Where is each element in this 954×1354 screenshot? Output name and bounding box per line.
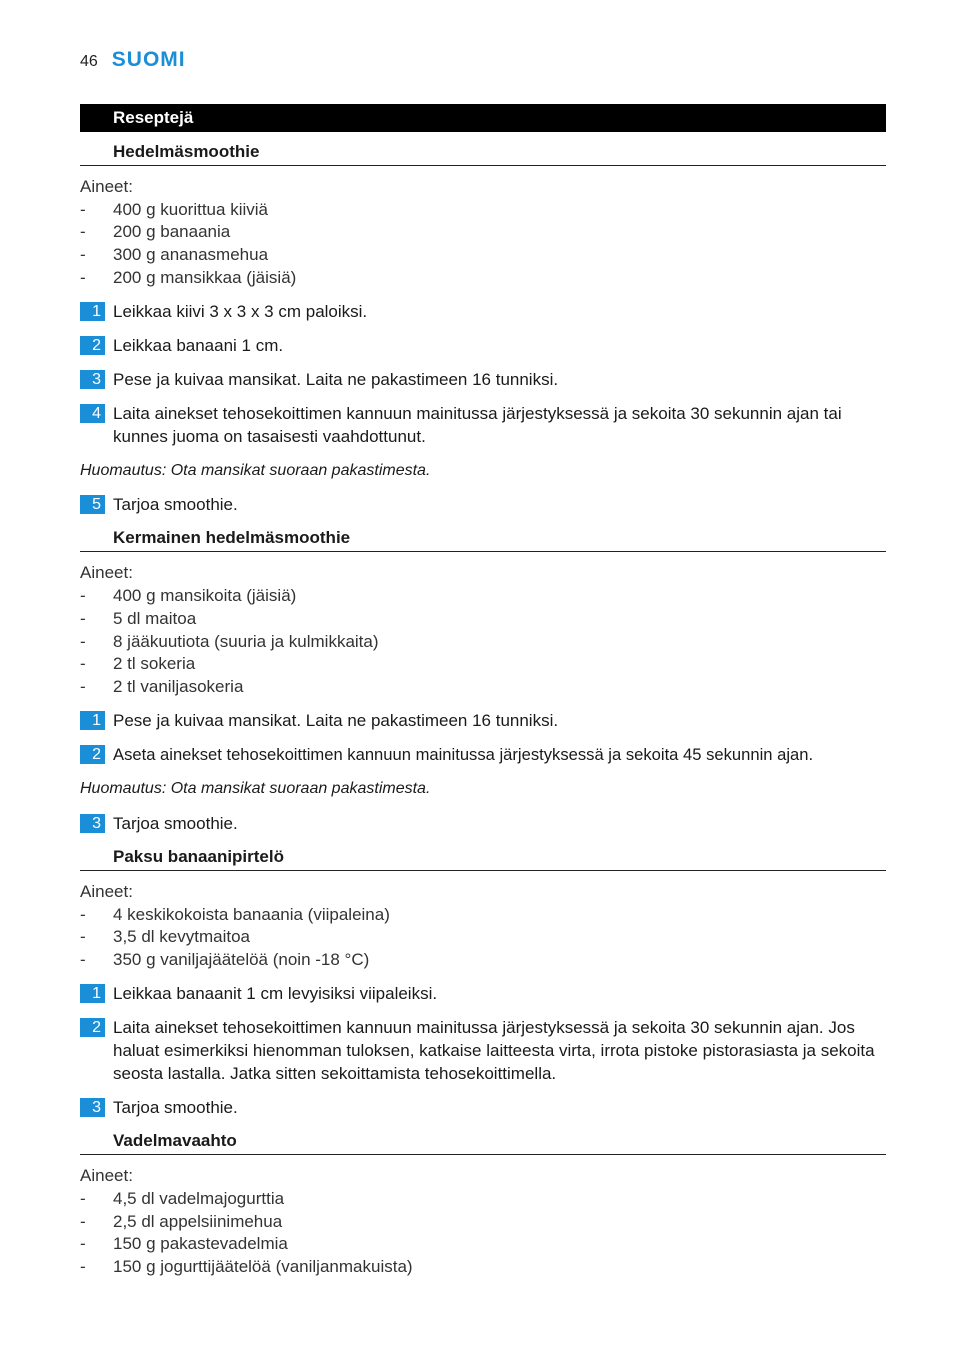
page-header xyxy=(80,48,186,74)
ingredients-label: Aineet: xyxy=(80,1166,133,1185)
ingredients-label: Aineet: xyxy=(80,563,133,582)
step-number: 2 xyxy=(80,1018,105,1037)
recipe-title: Kermainen hedelmäsmoothie xyxy=(80,527,886,552)
step-number: 1 xyxy=(80,984,105,1003)
section-title: Reseptejä xyxy=(80,104,886,132)
recipe-title: Hedelmäsmoothie xyxy=(80,141,886,166)
language-title: SUOMI xyxy=(111,48,186,71)
step-number: 3 xyxy=(80,1098,105,1117)
ingredients-label: Aineet: xyxy=(80,882,133,901)
step-number: 1 xyxy=(80,711,105,730)
step-number: 1 xyxy=(80,302,105,321)
step-number: 4 xyxy=(80,404,105,423)
note: Huomautus: Ota mansikat suoraan pakastimesta. xyxy=(80,780,431,797)
recipe-title: Paksu banaanipirtelö xyxy=(80,846,886,871)
recipe-title: Vadelmavaahto xyxy=(80,1130,886,1155)
ingredients-label: Aineet: xyxy=(80,177,133,196)
step-number: 2 xyxy=(80,745,105,764)
step-number: 3 xyxy=(80,814,105,833)
step-number: 5 xyxy=(80,495,105,514)
note: Huomautus: Ota mansikat suoraan pakastimesta. xyxy=(80,462,431,479)
step-number: 2 xyxy=(80,336,105,355)
step-number: 3 xyxy=(80,370,105,389)
page-number: 46 xyxy=(80,53,98,70)
